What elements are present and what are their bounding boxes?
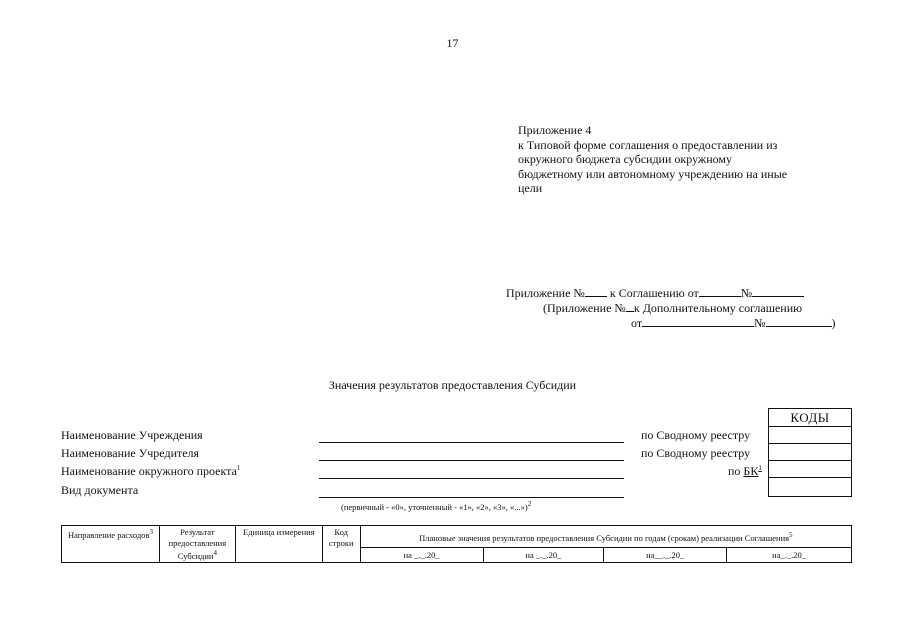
agreement-number-blank	[752, 284, 804, 297]
founder-name-field[interactable]	[319, 460, 624, 461]
agreement-ref-line2: (Приложение № к Дополнительному соглашению	[543, 301, 803, 315]
appendix-line: окружного бюджета субсидии окружному	[518, 152, 732, 167]
code-cell-doc-type[interactable]	[769, 478, 852, 497]
code-cell-bk[interactable]	[769, 461, 852, 478]
addendum-num-blank	[766, 314, 832, 327]
agreement-ref-line1: Приложение № к Соглашению от №	[506, 284, 804, 301]
founder-label: Наименование Учредителя	[61, 446, 200, 460]
agreement-date-blank	[699, 284, 741, 297]
header-date: на_._.20_	[727, 548, 852, 563]
appendix-line: бюджетному или автономному учреждению на иные	[518, 166, 788, 181]
header-result: Результат предоставления Субсидии$^4$	[159, 526, 235, 563]
addendum-number-blank	[626, 299, 634, 312]
header-date: на _._.20_	[483, 548, 604, 563]
project-label: Наименование окружного проекта$^1$	[61, 464, 241, 478]
appendix-number-blank	[585, 284, 607, 297]
codes-header: КОДЫ	[769, 409, 852, 427]
registry-label: по Сводному реестру	[641, 428, 751, 442]
appendix-line: к Типовой форме соглашения о предоставлении из	[518, 137, 778, 152]
project-name-field[interactable]	[319, 478, 624, 479]
page-number: 17	[446, 36, 459, 50]
results-table	[61, 525, 852, 563]
codes-table	[768, 408, 852, 497]
institution-name-field[interactable]	[319, 442, 624, 443]
code-cell-institution[interactable]	[769, 427, 852, 444]
addendum-date-blank	[642, 314, 754, 327]
agreement-ref-line3: от № )	[631, 316, 836, 330]
header-date: на__._.20_	[604, 548, 727, 563]
institution-label: Наименование Учреждения	[61, 428, 203, 442]
code-cell-founder[interactable]	[769, 444, 852, 461]
appendix-line: Приложение 4	[518, 123, 592, 137]
doc-type-label: Вид документа	[61, 483, 139, 497]
form-title: Значения результатов предоставления Субсидии	[328, 378, 577, 392]
bk-label: по $БК^1$	[728, 464, 762, 478]
appendix-line: цели	[518, 181, 543, 196]
doc-type-hint: (первичный - «0», уточненный - «1», «2», «3», «...»)$^2$	[341, 500, 532, 512]
header-unit: Единица измерения	[235, 526, 322, 563]
registry-label: по Сводному реестру	[641, 446, 751, 460]
header-direction: Направление расходов$^3$	[62, 526, 160, 563]
header-date: на _._.20_	[360, 548, 483, 563]
doc-type-field[interactable]	[319, 497, 624, 498]
header-planned-values: Плановые значения результатов предоставления Субсидии по годам (срокам) реализации Соглашения$^5$	[360, 526, 851, 548]
header-row-code: Код строки	[322, 526, 360, 563]
appendix-header	[518, 123, 848, 196]
